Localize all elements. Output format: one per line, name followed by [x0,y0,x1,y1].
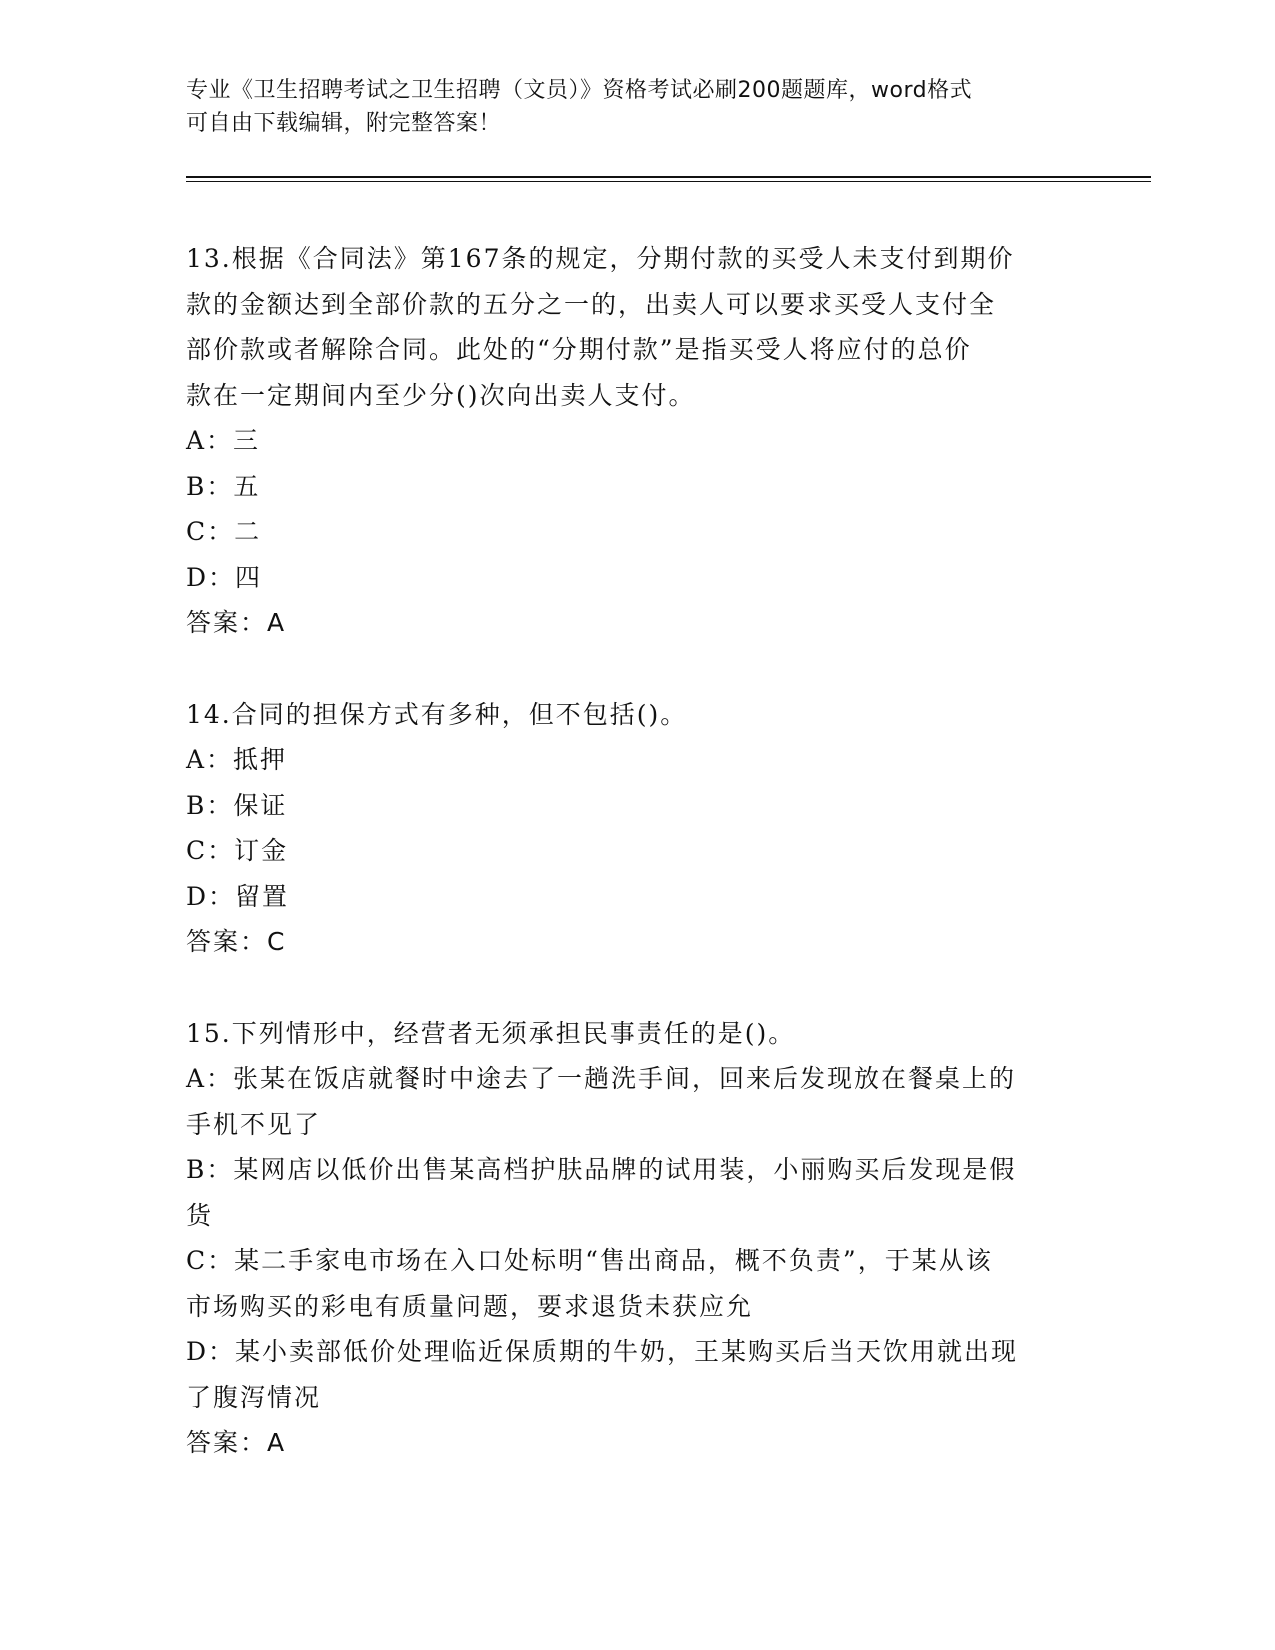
option-a: A：抵押 [186,745,288,774]
question-14 [186,692,1086,965]
option-c: C：二 [186,517,262,546]
option-b-continued: 货 [186,1200,214,1230]
question-text: 部价款或者解除合同。此处的“分期付款”是指买受人将应付的总价 [186,335,972,364]
header-divider [186,176,1151,178]
option-d-continued: 了腹泻情况 [186,1382,322,1412]
answer: 答案：A [186,608,287,637]
document-header [186,74,1086,140]
header-divider-thin [186,181,1151,182]
option-d: D：留置 [186,881,290,911]
question-list [186,236,1086,1512]
option-d: D：某小卖部低价处理临近保质期的牛奶，王某购买后当天饮用就出现 [186,1337,1019,1366]
answer: 答案：A [186,1428,287,1457]
question-13 [186,236,1086,646]
header-line: 专业《卫生招聘考试之卫生招聘（文员）》资格考试必刷200题题库，word格式 [186,78,973,103]
question-text: 15.下列情形中，经营者无须承担民事责任的是()。 [186,1018,796,1048]
question-15 [186,1011,1086,1466]
option-b: B：某网店以低价出售某高档护肤品牌的试用装，小丽购买后发现是假 [186,1155,1017,1184]
option-c-continued: 市场购买的彩电有质量问题，要求退货未获应允 [186,1291,754,1321]
question-text: 13.根据《合同法》第167条的规定，分期付款的买受人未支付到期价 [186,244,1015,273]
question-text: 14.合同的担保方式有多种，但不包括()。 [186,699,688,729]
option-b: B：五 [186,471,261,501]
option-b: B：保证 [186,790,288,820]
option-a: A：张某在饭店就餐时中途去了一趟洗手间，回来后发现放在餐桌上的 [186,1064,1017,1093]
question-text: 款的金额达到全部价款的五分之一的，出卖人可以要求买受人支付全 [186,289,997,319]
option-d: D：四 [186,562,263,592]
option-a: A：三 [186,426,261,455]
option-c: C：某二手家电市场在入口处标明“售出商品，概不负责”，于某从该 [186,1246,993,1275]
header-line: 可自由下载编辑，附完整答案！ [186,111,502,136]
question-text: 款在一定期间内至少分()次向出卖人支付。 [186,380,696,410]
option-a-continued: 手机不见了 [186,1109,322,1139]
answer: 答案：C [186,927,287,956]
option-c: C：订金 [186,836,289,865]
